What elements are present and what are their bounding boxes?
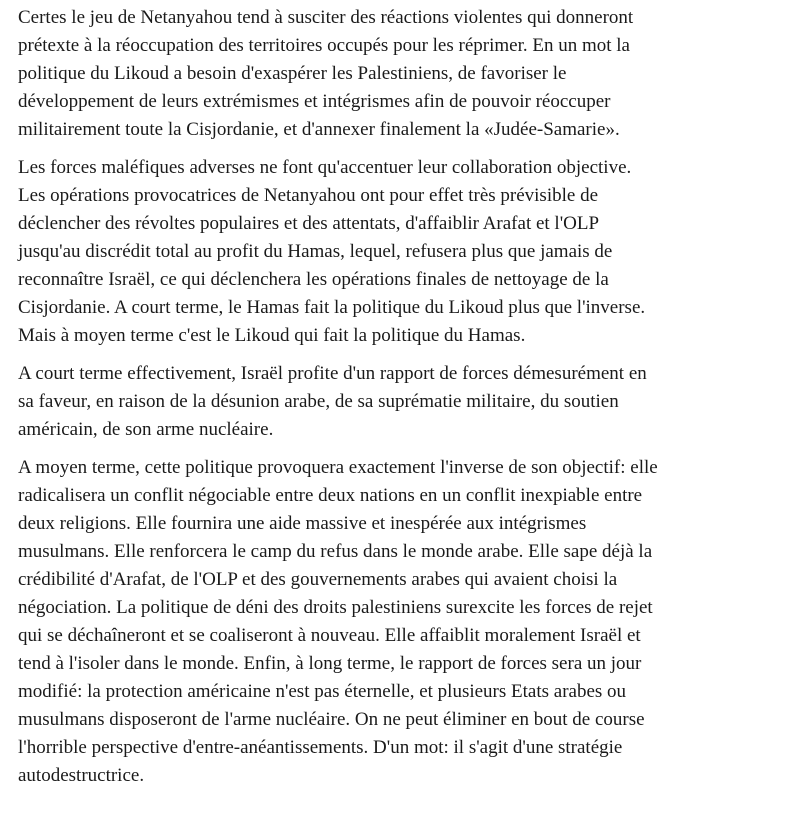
paragraph-4 — [18, 454, 789, 790]
paragraph-line: autodestructrice. — [18, 765, 145, 786]
paragraph-line: développement de leurs extrémismes et intégrismes afin de pouvoir réoccuper — [18, 91, 611, 112]
paragraph-line: deux religions. Elle fournira une aide massive et inespérée aux intégrismes — [18, 513, 587, 534]
paragraph-line: musulmans disposeront de l'arme nucléaire. On ne peut éliminer en bout de course — [18, 709, 645, 730]
paragraph-2 — [18, 154, 789, 350]
paragraph-line: qui se déchaîneront et se coaliseront à nouveau. Elle affaiblit moralement Israël et — [18, 625, 641, 646]
paragraph-line: crédibilité d'Arafat, de l'OLP et des gouvernements arabes qui avaient choisi la — [18, 569, 618, 590]
paragraph-line: musulmans. Elle renforcera le camp du refus dans le monde arabe. Elle sape déjà la — [18, 541, 653, 562]
paragraph-line: radicalisera un conflit négociable entre deux nations en un conflit inexpiable entre — [18, 485, 643, 506]
paragraph-line: Les forces maléfiques adverses ne font qu'accentuer leur collaboration objective. — [18, 157, 632, 178]
paragraph-line: politique du Likoud a besoin d'exaspérer les Palestiniens, de favoriser le — [18, 63, 567, 84]
paragraph-line: tend à l'isoler dans le monde. Enfin, à long terme, le rapport de forces sera un jour — [18, 653, 642, 674]
paragraph-line: reconnaître Israël, ce qui déclenchera les opérations finales de nettoyage de la — [18, 269, 609, 290]
paragraph-line: Cisjordanie. A court terme, le Hamas fait la politique du Likoud plus que l'inverse. — [18, 297, 646, 318]
paragraph-3 — [18, 360, 789, 444]
paragraph-line: l'horrible perspective d'entre-anéantissements. D'un mot: il s'agit d'une stratégie — [18, 737, 623, 758]
paragraph-line: Certes le jeu de Netanyahou tend à susciter des réactions violentes qui donneront — [18, 7, 634, 28]
paragraph-line: jusqu'au discrédit total au profit du Hamas, lequel, refusera plus que jamais de — [18, 241, 613, 262]
paragraph-line: Mais à moyen terme c'est le Likoud qui fait la politique du Hamas. — [18, 325, 526, 346]
paragraph-line: A court terme effectivement, Israël profite d'un rapport de forces démesurément en — [18, 363, 647, 384]
paragraph-line: déclencher des révoltes populaires et des attentats, d'affaiblir Arafat et l'OLP — [18, 213, 600, 234]
paragraph-line: Les opérations provocatrices de Netanyahou ont pour effet très prévisible de — [18, 185, 599, 206]
paragraph-line: modifié: la protection américaine n'est pas éternelle, et plusieurs Etats arabes ou — [18, 681, 627, 702]
paragraph-1 — [18, 4, 789, 144]
paragraph-line: militairement toute la Cisjordanie, et d'annexer finalement la «Judée-Samarie». — [18, 119, 620, 140]
paragraph-line: A moyen terme, cette politique provoquera exactement l'inverse de son objectif: elle — [18, 457, 658, 478]
paragraph-line: prétexte à la réoccupation des territoires occupés pour les réprimer. En un mot la — [18, 35, 630, 56]
paragraph-line: sa faveur, en raison de la désunion arabe, de sa suprématie militaire, du soutien — [18, 391, 619, 412]
paragraph-line: négociation. La politique de déni des droits palestiniens surexcite les forces de rejet — [18, 597, 653, 618]
paragraph-line: américain, de son arme nucléaire. — [18, 419, 274, 440]
